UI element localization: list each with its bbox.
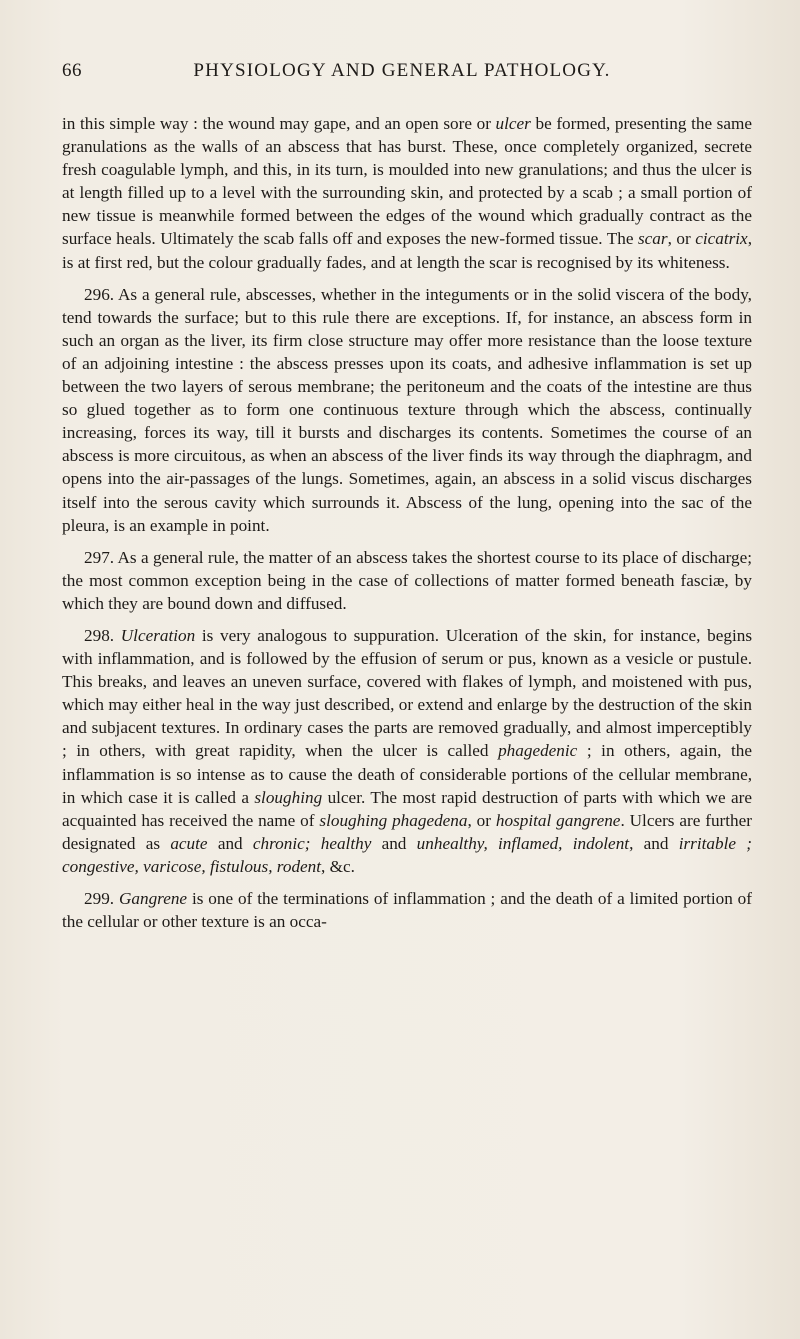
paragraph-continued	[62, 112, 752, 274]
running-title: PHYSIOLOGY AND GENERAL PATHOLOGY.	[193, 60, 611, 81]
italic-term: sloughing phagedena	[319, 810, 468, 830]
paragraph-number: 299.	[84, 889, 115, 908]
paragraph-296	[62, 283, 752, 537]
text-run: ; in others, again, the inflammation is so intense as to cause the death of considerable portions of the cellular membrane, in which case it is called a	[62, 741, 753, 807]
text-run: and	[207, 833, 253, 853]
text-run: , or	[467, 810, 496, 830]
text-run: and	[371, 833, 417, 853]
paragraph-299	[62, 887, 752, 933]
italic-term: hospital gangrene	[495, 810, 621, 830]
italic-term: sloughing	[254, 787, 323, 807]
italic-term: ulcer	[495, 114, 531, 133]
paragraph-number: 298.	[84, 625, 115, 645]
text-run: in this simple way : the wound may gape, and an open sore or	[62, 114, 496, 133]
paragraph-number: 297.	[84, 547, 115, 567]
text-run: , is at first red, but the colour gradually fades, and at length the scar is recognised by its whiteness.	[62, 229, 752, 272]
italic-term: chronic; healthy	[252, 833, 372, 853]
text-run: . Ulcers are further designated as	[62, 810, 753, 853]
paragraph-298	[62, 624, 752, 878]
paragraph-297	[62, 546, 752, 615]
text-run: As a general rule, the matter of an abscess takes the shortest course to its place of discharge; the most common exception being in the case of collections of matter formed beneath fasciæ, by which they are bound down and diffused.	[62, 547, 752, 613]
italic-term: irritable ; congestive, varicose, fistulous, rodent	[62, 833, 752, 876]
text-run: be formed, presenting the same granulations as the walls of an abscess that has burst. These, once completely organized, secrete fresh coagulable lymph, and this, in its turn, is moulded into new granulations; and thus the ulcer is at length filled up to a level with the surrounding skin, and protected by a scab ; a small portion of new tissue is meanwhile formed between the edges of the wound which gradually contract as the surface heals. Ultimately the scab falls off and exposes the new-formed tissue. The	[62, 114, 752, 249]
text-run: As a general rule, abscesses, whether in the integuments or in the solid viscera of the body, tend towards the surface; but to this rule there are exceptions. If, for instance, an abscess form in such an organ as the liver, its firm close structure may offer more resistance than the loose texture of an adjoining intestine : the abscess presses upon its coats, and adhesive inflammation is set up between the two layers of serous membrane; the peritoneum and the coats of the intestine are thus so glued together as to form one continuous texture through which the abscess, continually increasing, forces its way, till it bursts and discharges its contents. Sometimes the course of an abscess is more circuitous, as when an abscess of the liver finds its way through the diaphragm, and opens into the air-passages of the lungs. Sometimes, again, an abscess in a solid viscus discharges itself into the serous cavity which surrounds it. Abscess of the lung, opening into the sac of the pleura, is an example in point.	[62, 284, 752, 535]
italic-term: Gangrene	[118, 889, 188, 908]
text-run: , and	[629, 833, 679, 853]
text-run: is one of the terminations of inflammation ; and the death of a limited portion of the cellular or other texture is an occa-	[62, 889, 752, 932]
text-run: ulcer. The most rapid destruction of parts with which we are acquainted has received the name of	[62, 787, 752, 830]
text-run: , or	[667, 229, 696, 249]
paragraph-number: 296.	[84, 284, 115, 304]
italic-term: Ulceration	[120, 625, 196, 645]
italic-term: cicatrix	[695, 229, 748, 249]
italic-term: scar	[637, 229, 668, 249]
text-run: , &c.	[321, 856, 355, 876]
body-text	[62, 112, 752, 942]
italic-term: phagedenic	[498, 741, 578, 761]
italic-term: acute	[170, 833, 208, 853]
italic-term: unhealthy, inflamed, indolent	[416, 833, 630, 853]
page-header	[62, 60, 742, 84]
text-run: is very analogous to suppuration. Ulceration of the skin, for instance, begins with inflammation, and is followed by the effusion of serum or pus, known as a vesicle or pustule. This breaks, and leaves an uneven surface, covered with flakes of lymph, and moistened with pus, which may either heal in the way just described, or extend and enlarge by the destruction of the skin and subjacent textures. In ordinary cases the parts are removed gradually, and almost imperceptibly ; in others, with great rapidity, when the ulcer is called	[62, 625, 753, 761]
page-number: 66	[62, 60, 82, 81]
